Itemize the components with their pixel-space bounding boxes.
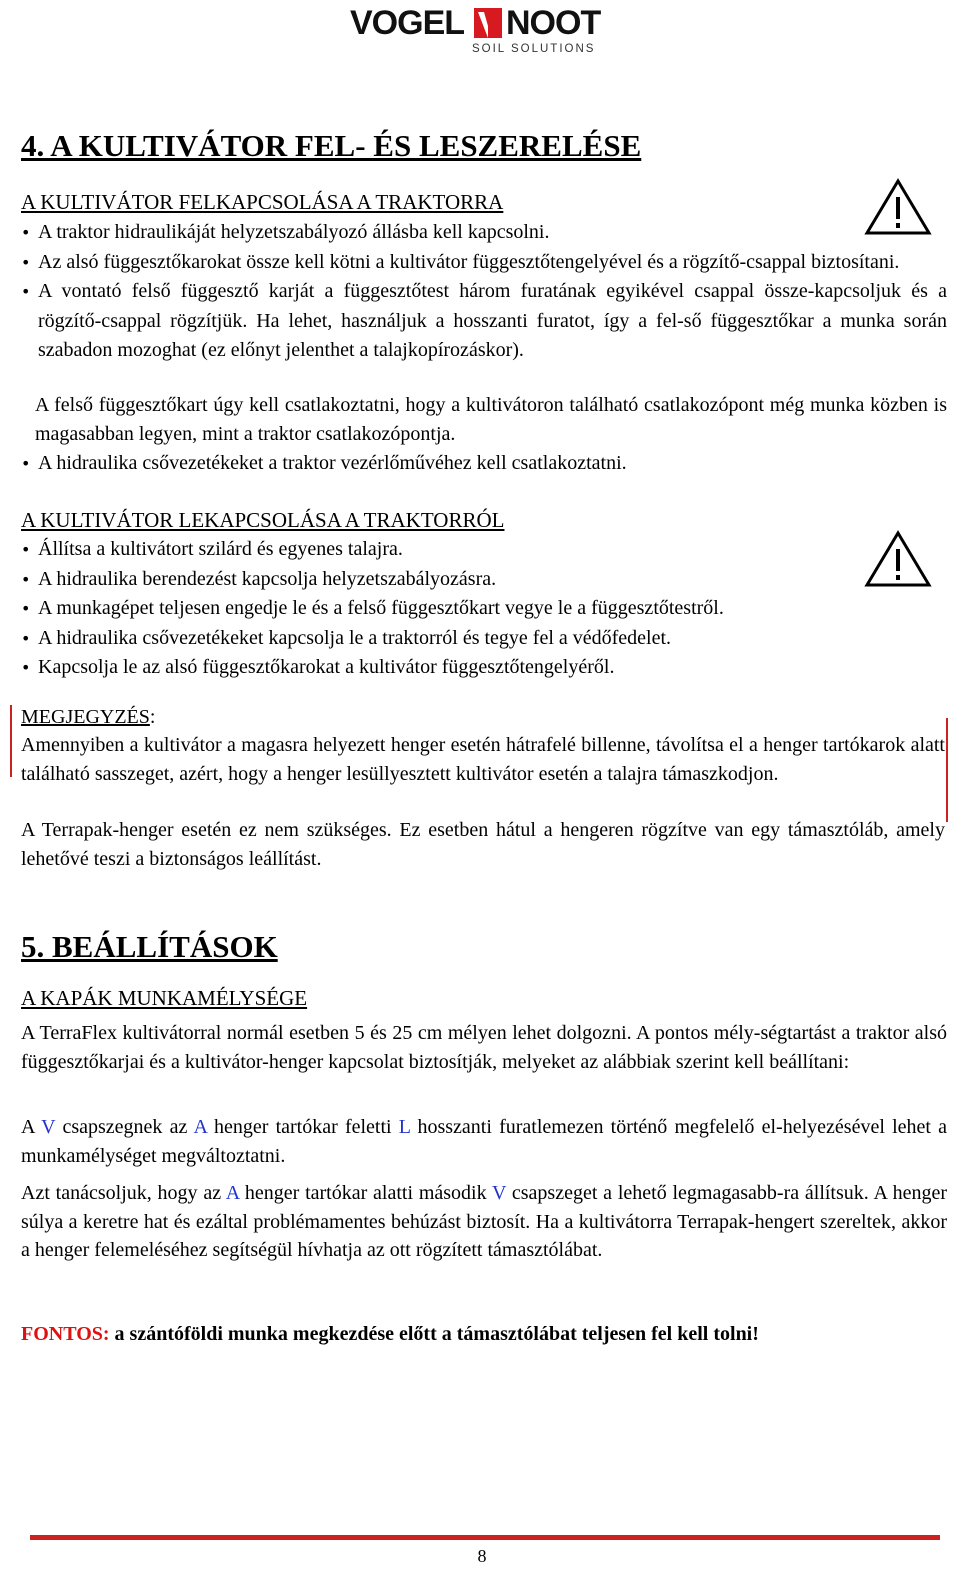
- logo-word-noot: NOOT: [506, 4, 601, 42]
- depth-paragraph-2: [21, 1113, 947, 1170]
- detach-heading: A KULTIVÁTOR LEKAPCSOLÁSA A TRAKTORRÓL: [21, 508, 505, 532]
- logo-subtitle: SOIL SOLUTIONS: [472, 43, 596, 55]
- fontos-warning: [21, 1320, 947, 1349]
- letter-a: A: [225, 1182, 240, 1204]
- letter-v: V: [41, 1116, 56, 1138]
- text-run: henger tartókar feletti: [206, 1116, 399, 1138]
- letter-l: L: [398, 1116, 411, 1138]
- letter-v: V: [492, 1182, 507, 1204]
- attach-list: [21, 218, 947, 366]
- list-item: • A hidraulika csővezetékeket a traktor vezérlőművéhez kell csatlakoztatni.: [21, 449, 947, 479]
- attach-extra-paragraph: A felső függesztőkart úgy kell csatlakoztatni, hogy a kultivátoron található csatlakozópont még munka közben is magasabban legyen, mint a traktor csatlakozópontja.: [35, 394, 947, 445]
- depth-paragraph-1: A TerraFlex kultivátorral normál esetben 5 és 25 cm mélyen lehet dolgozni. A pontos mély-ségtartást a traktor alsó függesztőkarjai és a kultivátor-henger kapcsolat biztosítják, melyeket az alábbiak szerint kell beállítani:: [21, 1022, 947, 1073]
- section-5-title: 5. BEÁLLÍTÁSOK: [21, 929, 278, 964]
- note-label-line: [21, 703, 947, 732]
- text-run: Azt tanácsoljuk, hogy az: [21, 1182, 226, 1204]
- list-item: • A hidraulika csővezetékeket kapcsolja le a traktorról és tegye fel a védőfedelet.: [21, 624, 947, 654]
- fontos-label: FONTOS:: [21, 1323, 110, 1345]
- attach-heading: A KULTIVÁTOR FELKAPCSOLÁSA A TRAKTORRA: [21, 190, 504, 214]
- text-run: csapszegnek az: [55, 1116, 194, 1138]
- page-number: 8: [477, 1546, 487, 1566]
- list-item: • A munkagépet teljesen engedje le és a felső függesztőkart vegye le a függesztőtestről.: [21, 594, 947, 624]
- note-label: MEGJEGYZÉS: [21, 706, 150, 728]
- logo-mark-icon: [474, 8, 502, 38]
- attach-list-continued: [21, 449, 947, 479]
- list-item: • A vontató felső függesztő karját a függesztőtest három furatának egyikével csappal össze-kapcsoljuk és a rögzítő-csappal rögzítjük. Ha lehet, használjuk a hosszanti furatot, így a fel-ső függesztőkar a munka során szabadon mozoghat (ez előnyt jelenthet a talajkopírozáskor).: [21, 277, 947, 366]
- logo-word-vogel: VOGEL: [350, 4, 465, 42]
- depth-heading: A KAPÁK MUNKAMÉLYSÉGE: [21, 986, 308, 1010]
- note-right-bar: [946, 718, 948, 822]
- text-run: henger tartókar alatti második: [239, 1182, 493, 1204]
- note-paragraph-2: A Terrapak-henger esetén ez nem szükséges. Ez esetben hátul a hengeren rögzítve van egy támasztóláb, amely lehetővé teszi a biztonságos leállítást.: [21, 819, 945, 870]
- fontos-text: a szántóföldi munka megkezdése előtt a támasztólábat teljesen fel kell tolni!: [109, 1323, 759, 1345]
- note-colon: :: [149, 706, 156, 728]
- text-run: csapszeget a lehető legmagasabb-ra állítsuk. A henger súlya a keretre hat és ezáltal problémamentes behúzást biztosít. Ha a kultivátorra Terrapak-hengert szereltek, akkor a henger felemeléséhez segítségül hívhatja az ott rögzített támasztólábat.: [21, 1182, 947, 1261]
- list-item: • A hidraulika berendezést kapcsolja helyzetszabályozásra.: [21, 565, 947, 595]
- list-item: • Kapcsolja le az alsó függesztőkarokat a kultivátor függesztőtengelyéről.: [21, 653, 947, 683]
- list-item: • Az alsó függesztőkarokat össze kell kötni a kultivátor függesztőtengelyével és a rögzítő-csappal biztosítani.: [21, 248, 947, 278]
- list-item: • Állítsa a kultivátort szilárd és egyenes talajra.: [21, 535, 947, 565]
- text-run: hosszanti furatlemezen történő megfelelő el-helyezésével lehet a munkamélységet megváltoztatni.: [21, 1116, 947, 1167]
- vogel-noot-logo: [350, 4, 618, 56]
- footer-divider: [30, 1535, 940, 1540]
- list-item: • A traktor hidraulikáját helyzetszabályozó állásba kell kapcsolni.: [21, 218, 947, 248]
- depth-paragraph-3: [21, 1179, 947, 1265]
- note-left-bar: [10, 705, 12, 777]
- detach-list: [21, 535, 947, 683]
- note-paragraph-1: Amennyiben a kultivátor a magasra helyezett henger esetén hátrafelé billenne, távolítsa el a henger tartókarok alatt található sasszeget, azért, hogy a henger lesüllyesztett kultivátor esetén a talajra támaszkodjon.: [21, 734, 945, 785]
- letter-a: A: [193, 1116, 207, 1138]
- text-run: A: [21, 1116, 42, 1138]
- section-4-title: 4. A KULTIVÁTOR FEL- ÉS LESZERELÉSE: [21, 128, 642, 163]
